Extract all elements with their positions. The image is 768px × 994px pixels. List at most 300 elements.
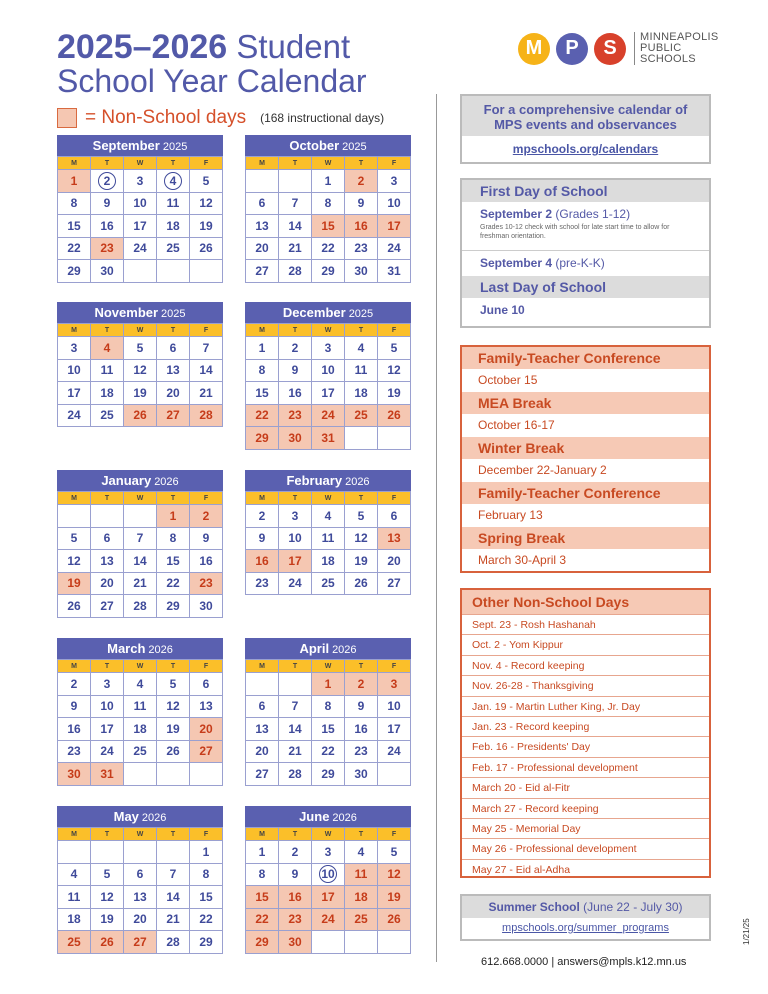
weekday-label: W (124, 828, 157, 841)
day-cell: 4 (58, 863, 91, 886)
day-cell: 6 (246, 695, 279, 718)
non-school-day-item: Nov. 4 - Record keeping (462, 655, 709, 675)
day-cell: 9 (58, 695, 91, 718)
day-cell: 17 (378, 718, 411, 741)
day-cell: 20 (246, 740, 279, 763)
weekday-label: M (58, 324, 91, 337)
day-cell: 15 (312, 215, 345, 238)
weekday-label: F (378, 492, 411, 505)
day-cell: 12 (124, 359, 157, 382)
day-cell: 4 (312, 505, 345, 528)
weekday-label: T (279, 660, 312, 673)
day-cell: 21 (124, 572, 157, 595)
day-cell: 15 (190, 886, 223, 909)
day-cell: 16 (345, 718, 378, 741)
day-cell: 30 (345, 763, 378, 786)
weekday-label: W (312, 492, 345, 505)
day-cell: 26 (157, 740, 190, 763)
day-cell: 12 (378, 863, 411, 886)
month-calendar (57, 302, 223, 427)
day-cell: 22 (58, 237, 91, 260)
day-cell: 22 (190, 908, 223, 931)
logo-text (634, 32, 719, 65)
day-cell (279, 170, 312, 193)
day-cell (312, 863, 345, 886)
footer-sep: | (551, 956, 555, 968)
day-cell: 6 (190, 673, 223, 696)
month-calendar (57, 470, 223, 618)
break-date: October 15 (478, 373, 538, 387)
month-year: 2026 (332, 812, 357, 824)
non-school-day-item: March 20 - Eid al-Fitr (462, 777, 709, 797)
day-cell: 13 (378, 527, 411, 550)
logo-line: SCHOOLS (640, 53, 696, 65)
month-calendar (57, 135, 223, 283)
day-cell: 5 (378, 337, 411, 360)
day-cell (124, 260, 157, 283)
day-cell: 18 (345, 382, 378, 405)
day-cell: 7 (279, 695, 312, 718)
weekday-label: T (91, 157, 124, 170)
month-calendar (245, 302, 411, 450)
day-cell: 25 (157, 237, 190, 260)
day-cell: 23 (345, 740, 378, 763)
first-day-heading: First Day of School (462, 180, 709, 202)
weekday-label: T (157, 324, 190, 337)
day-cell: 14 (124, 550, 157, 573)
weekday-label: W (124, 157, 157, 170)
day-cell: 29 (246, 931, 279, 954)
logo-m-icon: M (518, 33, 550, 65)
day-cell: 3 (91, 673, 124, 696)
month-name: October (289, 138, 340, 153)
day-cell: 23 (58, 740, 91, 763)
day-cell: 7 (124, 527, 157, 550)
day-cell: 2 (246, 505, 279, 528)
day-cell: 23 (345, 237, 378, 260)
day-cell: 10 (279, 527, 312, 550)
day-cell: 13 (157, 359, 190, 382)
month-name: April (299, 641, 330, 656)
month-header (245, 638, 411, 659)
day-cell: 4 (345, 337, 378, 360)
day-cell: 27 (246, 763, 279, 786)
day-cell: 2 (58, 673, 91, 696)
mps-logo (518, 32, 719, 65)
day-cell: 12 (58, 550, 91, 573)
day-cell: 5 (345, 505, 378, 528)
weekday-label: F (378, 324, 411, 337)
month-year: 2026 (154, 476, 179, 488)
weekday-label: F (378, 828, 411, 841)
day-cell: 2 (279, 337, 312, 360)
day-cell: 2 (345, 673, 378, 696)
day-cell: 12 (378, 359, 411, 382)
day-cell: 29 (246, 427, 279, 450)
day-cell: 26 (190, 237, 223, 260)
day-cell: 3 (279, 505, 312, 528)
day-cell: 24 (91, 740, 124, 763)
weekday-label: M (58, 828, 91, 841)
day-cell: 10 (378, 695, 411, 718)
day-cell (378, 931, 411, 954)
summer-box (460, 894, 711, 941)
break-heading: Spring Break (462, 527, 709, 549)
day-cell: 18 (312, 550, 345, 573)
day-cell (190, 763, 223, 786)
day-cell (279, 673, 312, 696)
day-cell: 5 (190, 170, 223, 193)
day-cell: 1 (246, 841, 279, 864)
day-cell: 17 (91, 718, 124, 741)
day-cell: 21 (279, 740, 312, 763)
weekday-label: T (345, 157, 378, 170)
day-cell: 13 (91, 550, 124, 573)
weekday-label: T (157, 157, 190, 170)
weekday-label: F (190, 157, 223, 170)
email[interactable]: answers@mpls.k12.mn.us (557, 956, 687, 968)
day-cell: 23 (279, 908, 312, 931)
day-cell: 15 (58, 215, 91, 238)
month-name: February (286, 473, 343, 488)
day-cell: 1 (190, 841, 223, 864)
day-cell: 3 (378, 170, 411, 193)
month-header (57, 470, 223, 491)
day-cell: 12 (345, 527, 378, 550)
day-cell: 8 (190, 863, 223, 886)
month-name: September (92, 138, 160, 153)
day-cell: 26 (345, 572, 378, 595)
non-school-day-item: Feb. 17 - Professional development (462, 757, 709, 777)
day-cell: 27 (246, 260, 279, 283)
day-cell: 25 (91, 404, 124, 427)
month-year: 2025 (162, 141, 188, 153)
weekday-label: T (279, 157, 312, 170)
day-cell: 2 (345, 170, 378, 193)
day-cell: 28 (279, 260, 312, 283)
day-cell (246, 170, 279, 193)
break-date: October 16-17 (478, 418, 555, 432)
day-cell: 3 (378, 673, 411, 696)
non-school-day-item: March 27 - Record keeping (462, 798, 709, 818)
day-cell: 25 (58, 931, 91, 954)
month-calendar (245, 135, 411, 283)
month-calendar (245, 470, 411, 595)
summer-link[interactable]: mpschools.org/summer_programs (502, 922, 669, 934)
day-cell: 6 (91, 527, 124, 550)
day-cell: 25 (345, 404, 378, 427)
weekday-label: M (58, 492, 91, 505)
day-cell: 6 (378, 505, 411, 528)
month-name: December (282, 305, 346, 320)
summer-heading: Summer School (488, 900, 580, 914)
weekday-label: M (246, 324, 279, 337)
day-cell: 10 (378, 192, 411, 215)
weekday-label: T (91, 324, 124, 337)
day-cell: 19 (378, 886, 411, 909)
last-day-heading: Last Day of School (462, 276, 709, 298)
day-cell: 25 (345, 908, 378, 931)
day-cell: 27 (91, 595, 124, 618)
day-cell: 10 (58, 359, 91, 382)
day-cell: 18 (345, 886, 378, 909)
day-cell: 1 (312, 673, 345, 696)
day-cell: 24 (378, 740, 411, 763)
day-cell: 20 (378, 550, 411, 573)
pre-k-note: (pre-K-K) (555, 256, 605, 270)
day-cell: 3 (58, 337, 91, 360)
day-cell: 19 (190, 215, 223, 238)
day-cell: 9 (279, 359, 312, 382)
day-cell: 13 (124, 886, 157, 909)
break-heading: MEA Break (462, 392, 709, 414)
day-cell: 24 (312, 908, 345, 931)
weekday-label: F (190, 492, 223, 505)
day-cell: 4 (91, 337, 124, 360)
non-school-day-item: Nov. 26-28 - Thanksgiving (462, 675, 709, 695)
day-cell: 14 (279, 718, 312, 741)
month-header (57, 806, 223, 827)
weekday-label: F (190, 660, 223, 673)
day-number: 2 (98, 172, 116, 190)
day-cell: 18 (58, 908, 91, 931)
first-day-fine-print: Grades 10-12 check with school for late start time to allow for freshman orientation. (480, 224, 670, 240)
weekday-label: T (345, 828, 378, 841)
day-cell: 5 (91, 863, 124, 886)
day-cell: 9 (345, 192, 378, 215)
day-cell: 12 (157, 695, 190, 718)
day-cell: 9 (91, 192, 124, 215)
phone[interactable]: 612.668.0000 (481, 956, 549, 968)
day-cell: 8 (312, 192, 345, 215)
day-cell: 17 (279, 550, 312, 573)
day-cell: 7 (157, 863, 190, 886)
month-year: 2026 (345, 476, 370, 488)
month-header (245, 135, 411, 156)
day-cell (345, 427, 378, 450)
divider (436, 94, 437, 962)
day-cell: 11 (124, 695, 157, 718)
day-cell: 26 (124, 404, 157, 427)
day-cell: 2 (190, 505, 223, 528)
day-cell: 6 (124, 863, 157, 886)
day-cell: 4 (345, 841, 378, 864)
month-header (57, 135, 223, 156)
day-cell: 15 (312, 718, 345, 741)
day-cell: 17 (312, 886, 345, 909)
breaks-box (460, 345, 711, 573)
day-cell: 17 (378, 215, 411, 238)
day-cell: 18 (124, 718, 157, 741)
day-cell: 19 (157, 718, 190, 741)
info-box (460, 94, 711, 164)
weekday-label: W (124, 324, 157, 337)
day-cell: 30 (345, 260, 378, 283)
break-date: December 22-January 2 (478, 463, 607, 477)
day-cell: 5 (157, 673, 190, 696)
day-cell (91, 170, 124, 193)
break-heading: Winter Break (462, 437, 709, 459)
legend-label: = Non-School days (85, 107, 247, 128)
day-cell: 16 (91, 215, 124, 238)
day-cell (190, 260, 223, 283)
day-cell (345, 931, 378, 954)
weekday-label: M (58, 660, 91, 673)
day-cell (91, 505, 124, 528)
day-cell: 6 (157, 337, 190, 360)
day-cell: 9 (345, 695, 378, 718)
day-cell: 21 (190, 382, 223, 405)
month-name: June (299, 809, 330, 824)
day-cell: 3 (312, 337, 345, 360)
day-cell: 3 (312, 841, 345, 864)
day-cell: 10 (91, 695, 124, 718)
non-school-day-item: May 27 - Eid al-Adha (462, 859, 709, 879)
day-cell: 13 (190, 695, 223, 718)
day-cell: 5 (378, 841, 411, 864)
logo-s-icon: S (594, 33, 626, 65)
weekday-label: W (124, 492, 157, 505)
weekday-label: W (312, 828, 345, 841)
day-cell: 8 (246, 863, 279, 886)
day-cell: 25 (124, 740, 157, 763)
non-school-day-item: Oct. 2 - Yom Kippur (462, 634, 709, 654)
day-cell (124, 841, 157, 864)
footer-contact (481, 956, 686, 968)
page-title (57, 30, 367, 98)
legend (57, 107, 384, 129)
month-header (57, 638, 223, 659)
month-name: May (113, 809, 139, 824)
weekday-label: T (279, 492, 312, 505)
first-day-box (460, 178, 711, 328)
day-cell: 9 (279, 863, 312, 886)
day-cell: 19 (345, 550, 378, 573)
day-cell: 18 (157, 215, 190, 238)
day-cell: 13 (246, 215, 279, 238)
break-date: March 30-April 3 (478, 553, 567, 567)
weekday-label: F (378, 157, 411, 170)
day-cell: 16 (345, 215, 378, 238)
day-cell: 29 (312, 260, 345, 283)
weekday-label: F (378, 660, 411, 673)
day-number: 10 (319, 865, 337, 883)
month-calendar (245, 638, 411, 786)
day-cell (312, 931, 345, 954)
day-cell: 17 (312, 382, 345, 405)
day-cell: 20 (124, 908, 157, 931)
weekday-label: W (124, 660, 157, 673)
month-header (57, 302, 223, 323)
day-cell: 30 (279, 427, 312, 450)
day-cell: 15 (157, 550, 190, 573)
non-school-day-item: Jan. 23 - Record keeping (462, 716, 709, 736)
day-cell: 4 (124, 673, 157, 696)
day-cell: 11 (345, 863, 378, 886)
break-date: February 13 (478, 508, 543, 522)
day-cell: 16 (279, 382, 312, 405)
day-cell: 30 (58, 763, 91, 786)
first-day-note: (Grades 1-12) (555, 207, 631, 221)
day-cell: 14 (157, 886, 190, 909)
title-line2: School Year Calendar (57, 63, 367, 99)
day-cell: 29 (157, 595, 190, 618)
day-cell: 8 (58, 192, 91, 215)
other-heading: Other Non-School Days (462, 590, 709, 614)
day-cell: 19 (378, 382, 411, 405)
day-cell: 21 (279, 237, 312, 260)
day-cell: 3 (124, 170, 157, 193)
day-cell (58, 505, 91, 528)
day-cell (157, 260, 190, 283)
day-cell (157, 841, 190, 864)
weekday-label: M (246, 660, 279, 673)
day-cell: 24 (124, 237, 157, 260)
pre-k-date: September 4 (480, 256, 553, 270)
day-cell: 15 (246, 886, 279, 909)
day-cell: 26 (58, 595, 91, 618)
day-cell: 27 (157, 404, 190, 427)
day-cell: 1 (157, 505, 190, 528)
day-cell: 16 (58, 718, 91, 741)
day-cell: 24 (312, 404, 345, 427)
day-cell: 28 (190, 404, 223, 427)
weekday-label: M (58, 157, 91, 170)
day-cell: 10 (124, 192, 157, 215)
month-calendar (245, 806, 411, 954)
day-cell: 22 (246, 908, 279, 931)
day-cell: 10 (312, 359, 345, 382)
day-cell: 24 (58, 404, 91, 427)
day-cell: 16 (279, 886, 312, 909)
day-cell: 6 (246, 192, 279, 215)
weekday-label: T (345, 324, 378, 337)
legend-detail: (168 instructional days) (260, 111, 385, 125)
day-cell: 19 (91, 908, 124, 931)
weekday-label: T (345, 660, 378, 673)
day-cell (157, 763, 190, 786)
day-cell (58, 841, 91, 864)
day-cell: 23 (91, 237, 124, 260)
non-school-day-item: May 26 - Professional development (462, 838, 709, 858)
non-school-day-item: Feb. 16 - Presidents' Day (462, 736, 709, 756)
day-number: 4 (164, 172, 182, 190)
day-cell: 20 (190, 718, 223, 741)
day-cell (378, 427, 411, 450)
weekday-label: T (91, 492, 124, 505)
month-year: 2026 (141, 812, 167, 824)
day-cell: 27 (190, 740, 223, 763)
day-cell: 28 (279, 763, 312, 786)
non-school-day-item: May 25 - Memorial Day (462, 818, 709, 838)
weekday-label: W (312, 324, 345, 337)
day-cell (124, 505, 157, 528)
day-cell: 11 (345, 359, 378, 382)
day-cell: 27 (124, 931, 157, 954)
day-cell: 16 (246, 550, 279, 573)
day-cell: 1 (58, 170, 91, 193)
day-cell: 17 (58, 382, 91, 405)
weekday-label: W (312, 660, 345, 673)
day-cell: 19 (58, 572, 91, 595)
day-cell: 22 (312, 237, 345, 260)
day-cell: 23 (279, 404, 312, 427)
calendars-link[interactable]: mpschools.org/calendars (512, 142, 659, 156)
title-year: 2025–2026 (57, 28, 228, 66)
last-day-date: June 10 (480, 303, 525, 317)
weekday-label: T (279, 324, 312, 337)
month-name: November (94, 305, 159, 320)
